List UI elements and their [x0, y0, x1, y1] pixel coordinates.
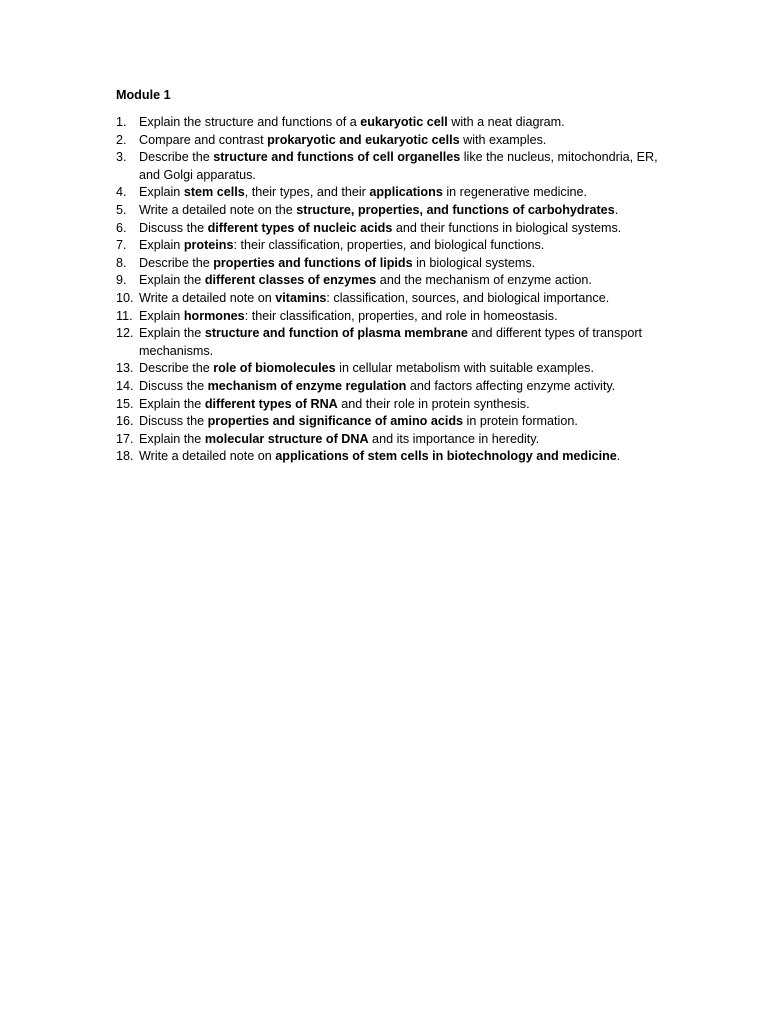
text-run: Explain the [139, 396, 205, 411]
list-item [0, 396, 659, 414]
question-text [139, 397, 530, 411]
question-number: 3. [116, 150, 127, 165]
text-run: : their classification, properties, and role in homeostasis. [244, 308, 558, 323]
question-text [139, 432, 539, 446]
text-run: and factors affecting enzyme activity. [406, 378, 616, 393]
question-text [139, 238, 544, 252]
question-text [139, 185, 587, 199]
bold-term: vitamins [275, 290, 327, 305]
question-number: 14. [116, 378, 134, 393]
question-number: 2. [116, 132, 127, 147]
question-number: 5. [116, 202, 127, 217]
text-run: . [614, 202, 619, 217]
question-number: 7. [116, 238, 127, 253]
text-run: . [616, 449, 621, 464]
text-run: : their classification, properties, and biological functions. [233, 238, 545, 253]
list-item [0, 272, 659, 290]
list-item [0, 220, 659, 238]
bold-term: molecular structure of DNA [204, 431, 369, 446]
text-run: , their types, and their [244, 185, 370, 200]
module-heading: Module 1 [116, 88, 171, 102]
question-number: 1. [116, 115, 127, 129]
question-text [139, 449, 620, 463]
bold-term: structure, properties, and functions of carbohydrates [296, 202, 615, 217]
bold-term: structure and functions of cell organelles [213, 150, 461, 165]
question-text [139, 309, 558, 323]
text-run: Compare and contrast [139, 132, 268, 147]
text-run: Explain the [139, 326, 205, 341]
bold-term: different types of RNA [204, 396, 338, 411]
bold-term: hormones [183, 308, 245, 323]
question-number: 8. [116, 255, 127, 270]
list-item [0, 413, 659, 431]
text-run: Explain [139, 185, 184, 200]
list-item [0, 149, 659, 184]
text-run: Describe the [139, 361, 214, 376]
bold-term: applications of stem cells in biotechnology and medicine [275, 449, 617, 464]
bold-term: mechanism of enzyme regulation [207, 378, 407, 393]
text-run: Write a detailed note on [139, 290, 276, 305]
text-run: Explain the [139, 431, 205, 446]
text-run: Explain [139, 308, 184, 323]
text-run: with a neat diagram. [447, 115, 565, 129]
list-item [0, 378, 659, 396]
question-number: 13. [116, 361, 134, 376]
text-run: Explain [139, 238, 184, 253]
text-run: and their functions in biological systems. [392, 220, 622, 235]
question-text [139, 133, 546, 147]
question-text [139, 256, 535, 270]
question-number: 10. [116, 290, 134, 305]
text-run: and their role in protein synthesis. [337, 396, 530, 411]
text-run: with examples. [459, 132, 547, 147]
text-run: and its importance in heredity. [368, 431, 540, 446]
text-run: and the mechanism of enzyme action. [376, 273, 592, 288]
question-text [139, 291, 609, 305]
question-number: 15. [116, 396, 134, 411]
text-run: like the nucleus, mitochondria, ER, and Golgi apparatus. [139, 150, 658, 182]
list-item [0, 237, 659, 255]
question-list [0, 114, 768, 466]
question-number: 17. [116, 431, 134, 446]
question-number: 9. [116, 273, 127, 288]
bold-term: different classes of enzymes [204, 273, 377, 288]
question-number: 18. [116, 449, 134, 464]
list-item [0, 132, 659, 150]
text-run: Write a detailed note on the [139, 202, 297, 217]
question-text [139, 203, 618, 217]
list-item [0, 290, 659, 308]
list-item [0, 255, 659, 273]
text-run: Discuss the [139, 378, 208, 393]
text-run: Describe the [139, 255, 214, 270]
question-text [139, 326, 642, 358]
bold-term: different types of nucleic acids [207, 220, 393, 235]
list-item [0, 325, 659, 360]
text-run: in biological systems. [412, 255, 536, 270]
question-text [139, 115, 565, 129]
list-item [0, 448, 659, 466]
list-item [0, 202, 659, 220]
question-number: 11. [116, 308, 133, 323]
question-text [139, 361, 594, 375]
list-item [0, 114, 659, 132]
text-run: Write a detailed note on [139, 449, 276, 464]
text-run: Explain the structure and functions of a [139, 115, 361, 129]
bold-term: prokaryotic and eukaryotic cells [267, 132, 460, 147]
text-run: : classification, sources, and biological importance. [326, 290, 610, 305]
question-text [139, 379, 615, 393]
question-text [139, 221, 621, 235]
text-run: and different types of transport mechanisms. [139, 326, 643, 358]
question-text [139, 414, 578, 428]
bold-term: structure and function of plasma membrane [204, 326, 468, 341]
text-run: in cellular metabolism with suitable examples. [335, 361, 594, 376]
text-run: in regenerative medicine. [442, 185, 588, 200]
text-run: Explain the [139, 273, 205, 288]
text-run: in protein formation. [463, 414, 578, 429]
list-item [0, 360, 659, 378]
bold-term: properties and functions of lipids [213, 255, 413, 270]
list-item [0, 431, 659, 449]
text-run: Discuss the [139, 220, 208, 235]
question-number: 16. [116, 414, 134, 429]
question-text [139, 150, 658, 182]
bold-term: properties and significance of amino acids [207, 414, 464, 429]
bold-term: eukaryotic cell [360, 115, 448, 129]
question-number: 6. [116, 220, 127, 235]
list-item [0, 184, 659, 202]
text-run: Describe the [139, 150, 214, 165]
question-text [139, 273, 592, 287]
bold-term: role of biomolecules [213, 361, 336, 376]
bold-term: stem cells [183, 185, 245, 200]
question-number: 4. [116, 185, 127, 200]
text-run: Discuss the [139, 414, 208, 429]
list-item [0, 308, 659, 326]
bold-term: proteins [183, 238, 234, 253]
question-number: 12. [116, 326, 134, 341]
bold-term: applications [369, 185, 443, 200]
